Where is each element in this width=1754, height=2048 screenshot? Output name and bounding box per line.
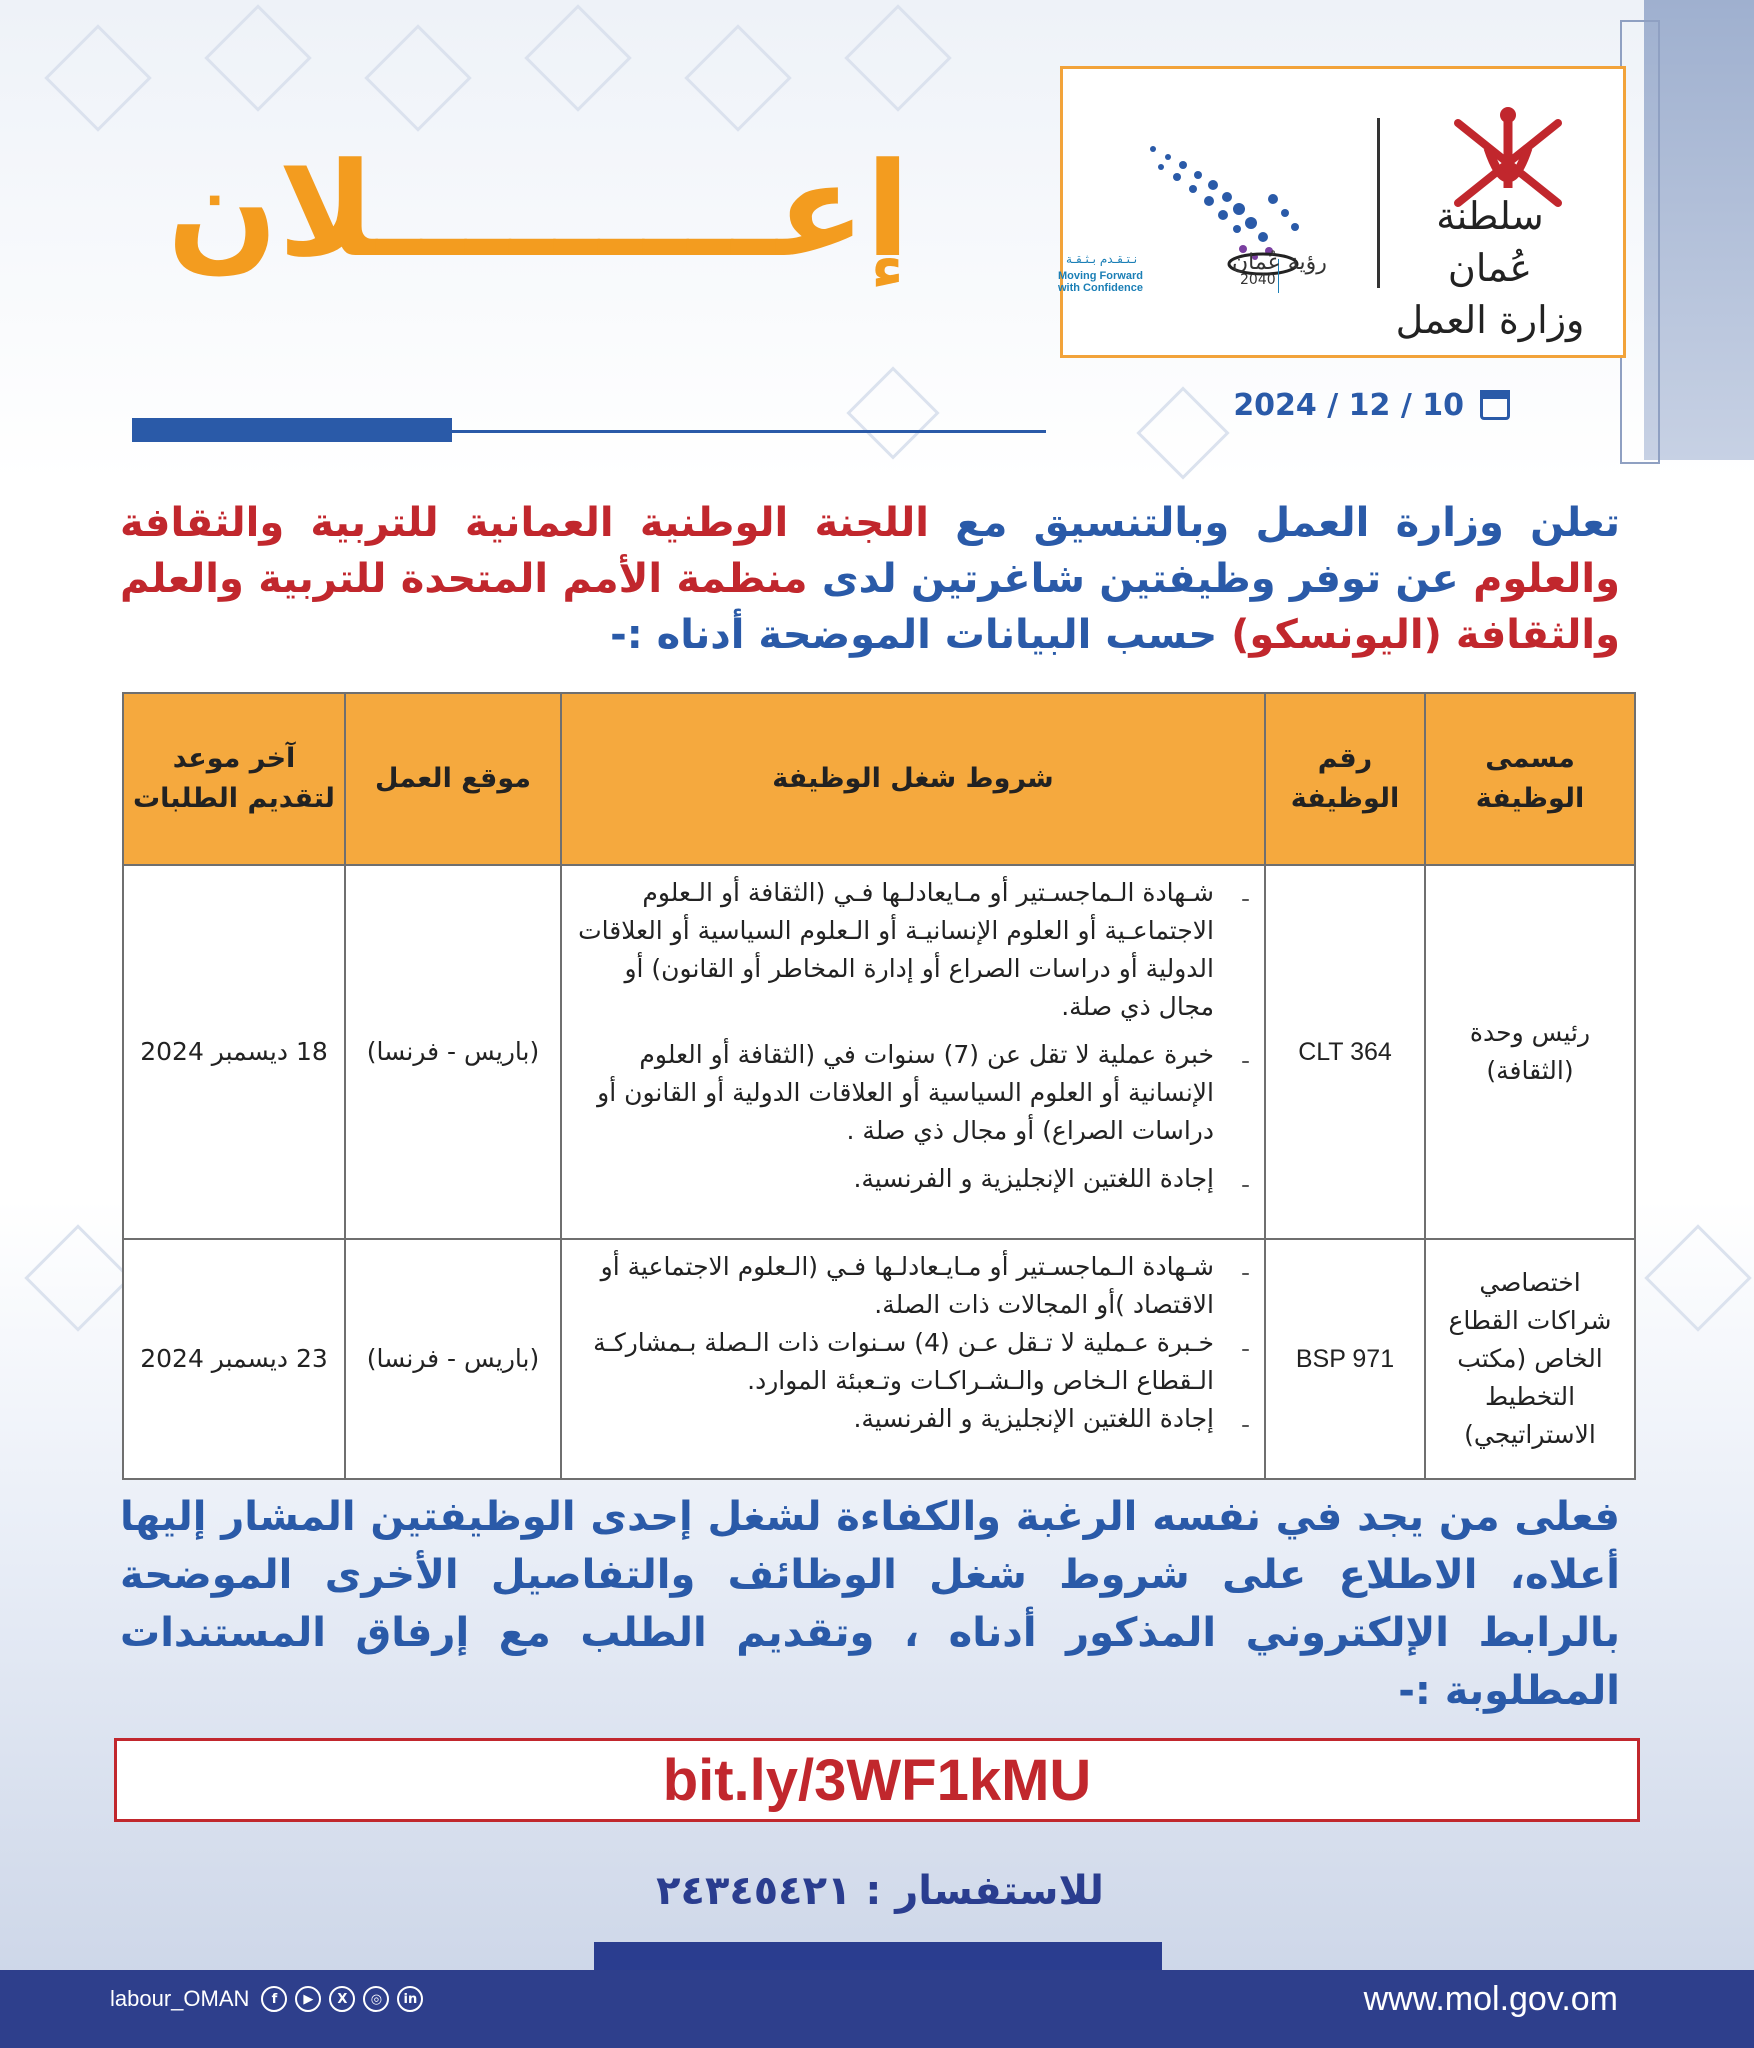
linkedin-icon[interactable]: in [397, 1986, 423, 2012]
social-links [110, 1986, 423, 2012]
header-job-title: مسمى الوظيفة [1425, 693, 1635, 865]
jobs-table [122, 692, 1636, 1480]
header-divider [1377, 118, 1380, 288]
ministry-line-2: وزارة العمل [1395, 298, 1585, 342]
work-location-cell: (باريس - فرنسا) [345, 1239, 561, 1479]
header-deadline: آخر موعد لتقديم الطلبات [123, 693, 345, 865]
youtube-icon[interactable]: ▶ [295, 1986, 321, 2012]
intro-part-3: عن توفر وظيفتين شاغرتين لدى [821, 556, 1459, 602]
footer-accent-bar [594, 1942, 1162, 1970]
instagram-icon[interactable]: ◎ [363, 1986, 389, 2012]
website-link[interactable]: www.mol.gov.om [1363, 1980, 1618, 2018]
job-title-cell: اختصاصي شراكات القطاع الخاص (مكتب التخطيط الاستراتيجي) [1425, 1239, 1635, 1479]
date-row [1210, 380, 1510, 430]
job-number-cell: BSP 971 [1265, 1239, 1425, 1479]
work-location-cell: (باريس - فرنسا) [345, 865, 561, 1239]
intro-committee: اللجنة الوطنية العمانية للتربية والثقافة والعلوم [120, 500, 1620, 602]
intro-unesco: (اليونسكو) [1231, 612, 1442, 658]
deadline-cell: 18 ديسمبر 2024 [123, 865, 345, 1239]
condition-item: - إجادة اللغتين الإنجليزية و الفرنسية. [574, 1400, 1214, 1438]
header-work-location: موقع العمل [345, 693, 561, 865]
intro-part-6: حسب البيانات الموضحة أدناه :- [610, 612, 1218, 658]
condition-item: - شـهادة الـماجسـتير أو مـايعادلـها فـي (الثقافة أو الـعلوم الاجتماعـية أو العلوم الإنسانيـة أو الـعلوم السياسية أو العلاقات الدولية أو دراسات الصراع أو إدارة المخاطر أو القانون) أو مجال ذي صلة. [574, 874, 1214, 1026]
deadline-cell: 23 ديسمبر 2024 [123, 1239, 345, 1479]
table-row [123, 865, 1635, 1239]
table-row [123, 1239, 1635, 1479]
intro-organization: منظمة الأمم المتحدة للتربية والعلم والثقافة [120, 556, 1620, 658]
decorative-frame [1620, 20, 1660, 464]
job-title-cell: رئيس وحدة (الثقافة) [1425, 865, 1635, 1239]
intro-paragraph [120, 495, 1620, 663]
inquiry-phone: للاستفسار : ٢٤٣٤٥٤٢١ [656, 1868, 1104, 1914]
job-conditions-cell [561, 1239, 1265, 1479]
x-icon[interactable]: X [329, 1986, 355, 2012]
slogan-english: Moving Forward with Confidence [1058, 270, 1143, 294]
vision-label: رؤية عُمان [1232, 250, 1327, 275]
ministry-line-1: سلطنة عُمان [1436, 194, 1544, 290]
facebook-icon[interactable]: f [261, 1986, 287, 2012]
page-title: إعـــــــــلان [167, 134, 910, 286]
table-header-row [123, 693, 1635, 865]
title-divider-accent [132, 418, 452, 442]
application-link-box[interactable] [114, 1738, 1640, 1822]
decorative-side-bar [1644, 0, 1754, 460]
header-job-number: رقم الوظيفة [1265, 693, 1425, 865]
intro-part-1: تعلن وزارة العمل وبالتنسيق مع [955, 500, 1621, 546]
condition-item: - إجادة اللغتين الإنجليزية و الفرنسية. [574, 1160, 1214, 1198]
slogan-arabic: نـتـقـدم بـثـقـة [1066, 252, 1138, 266]
application-link[interactable]: bit.ly/3WF1kMU [662, 1747, 1092, 1813]
announcement-date: 2024 / 12 / 10 [1233, 387, 1464, 423]
condition-item: - خبرة عملية لا تقل عن (7) سنوات في (الثقافة أو العلوم الإنسانية أو العلوم السياسية أو العلاقات الدولية أو القانون أو دراسات الصراع) أو مجال ذي صلة . [574, 1036, 1214, 1150]
header-job-conditions: شروط شغل الوظيفة [561, 693, 1265, 865]
calendar-icon [1480, 390, 1510, 420]
social-handle[interactable]: labour_OMAN [110, 1986, 250, 2011]
condition-item: - خـبرة عـملية لا تـقل عـن (4) سـنوات ذات الـصلة بـمشاركـة الـقطاع الـخاص والـشـراكـات وتـعبئة الموارد. [574, 1324, 1214, 1400]
job-conditions-cell [561, 865, 1265, 1239]
ministry-name [1390, 190, 1590, 346]
job-number-cell: CLT 364 [1265, 865, 1425, 1239]
application-instructions: فعلى من يجد في نفسه الرغبة والكفاءة لشغل إحدى الوظيفتين المشار إليها أعلاه، الاطلاع على شروط شغل الوظائف والتفاصيل الأخرى الموضحة بالرابط الإلكتروني المذكور أدناه ، وتقديم الطلب مع إرفاق المستندات المطلوبة :- [120, 1494, 1620, 1714]
condition-item: - شـهادة الـماجسـتير أو مـايـعادلـها فـي (الـعلوم الاجتماعية أو الاقتصاد )أو المجالات ذات الصلة. [574, 1248, 1214, 1324]
vision-year: 2040 [1240, 272, 1276, 288]
